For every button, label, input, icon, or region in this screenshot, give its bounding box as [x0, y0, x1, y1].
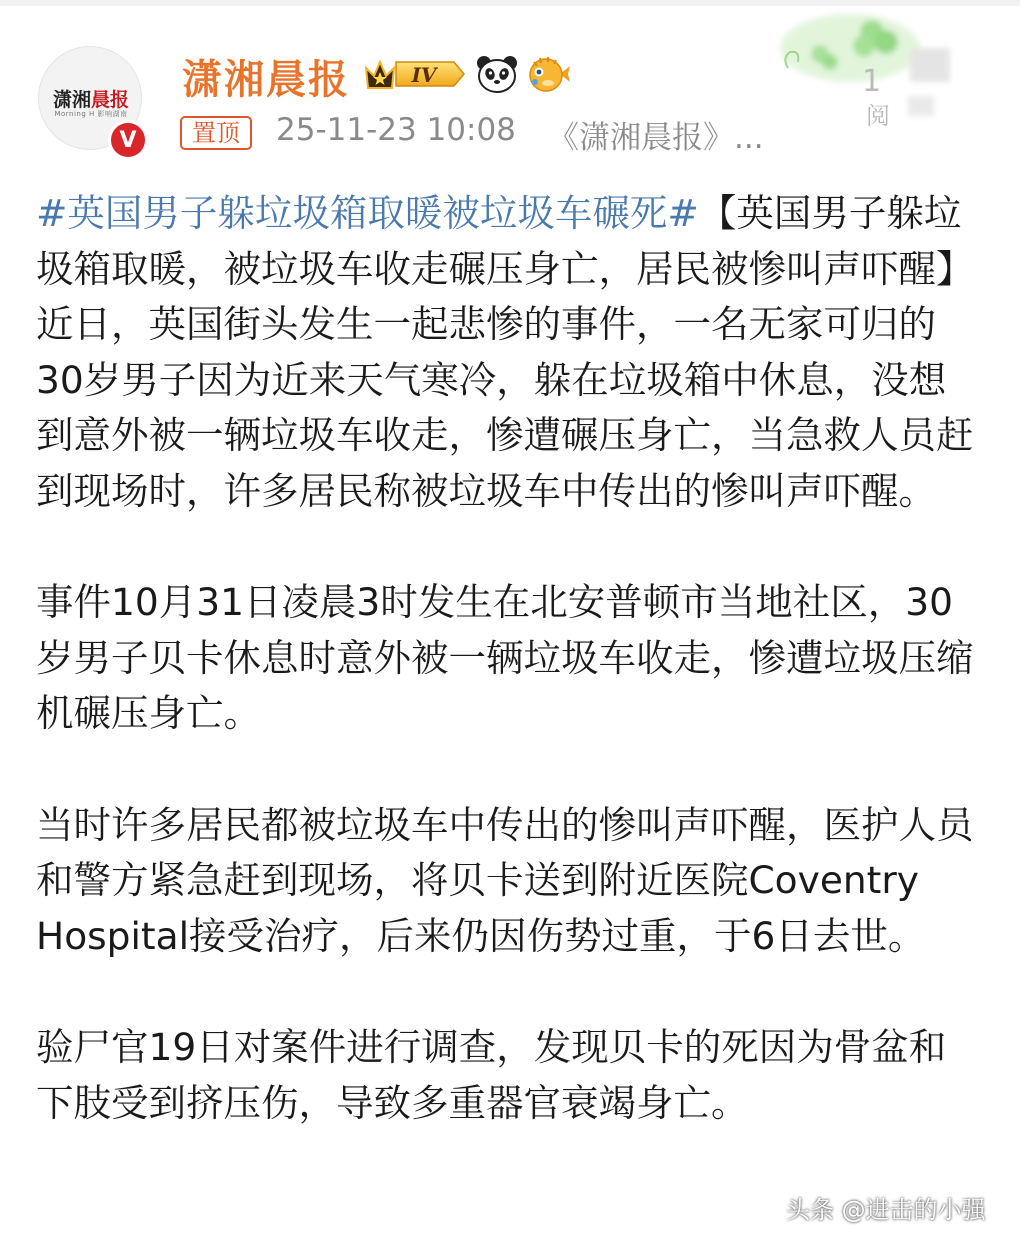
level-badge-icon[interactable]: [362, 56, 466, 92]
read-label: 阅: [866, 102, 890, 130]
watermark: 头条 @进击的小强: [786, 1196, 986, 1224]
clover-decoration-icon: [760, 8, 1020, 148]
paragraph-2: 事件10月31日凌晨3时发生在北安普顿市当地社区，30岁男子贝卡休息时意外被一辆垃圾车收走，惨遭垃圾压缩机碾压身亡。: [36, 580, 974, 735]
panda-icon: [476, 54, 518, 94]
paragraph-1: [36, 186, 982, 519]
level-label: IV: [411, 63, 437, 87]
author-name[interactable]: 潇湘晨报: [182, 57, 350, 103]
hashtag-link[interactable]: #英国男子躲垃圾箱取暖被垃圾车碾死#: [36, 191, 699, 235]
top-status-strip: [0, 0, 1020, 6]
paragraph-4: 验尸官19日对案件进行调查，发现贝卡的死因为骨盆和下肢受到挤压伤，导致多重器官衰竭身亡。: [36, 1025, 947, 1125]
post-source[interactable]: 《潇湘晨报》...: [548, 120, 764, 156]
verified-icon: V: [108, 120, 148, 160]
pinned-tag: 置顶: [180, 116, 252, 150]
post-content: [36, 186, 982, 1131]
paragraph-1-text: 【英国男子躲垃圾箱取暖，被垃圾车收走碾压身亡，居民被惨叫声吓醒】近日，英国街头发生一起悲惨的事件，一名无家可归的30岁男子因为近来天气寒冷，躲在垃圾箱中休息，没想到意外被一辆垃圾车收走，惨遭碾压身亡，当急救人员赶到现场时，许多居民称被垃圾车中传出的惨叫声吓醒。: [36, 191, 974, 513]
paragraph-3: 当时许多居民都被垃圾车中传出的惨叫声吓醒，医护人员和警方紧急赶到现场，将贝卡送到附近医院Coventry Hospital接受治疗，后来仍因伤势过重，于6日去世。: [36, 802, 974, 958]
post-time: 25-11-23 10:08: [276, 112, 516, 148]
avatar-logo-text: 潇湘晨报: [52, 89, 130, 111]
pufferfish-icon: [526, 54, 570, 94]
read-count: 1: [862, 64, 882, 99]
avatar-logo-subtitle: Morning H 影响湖南: [54, 110, 128, 118]
